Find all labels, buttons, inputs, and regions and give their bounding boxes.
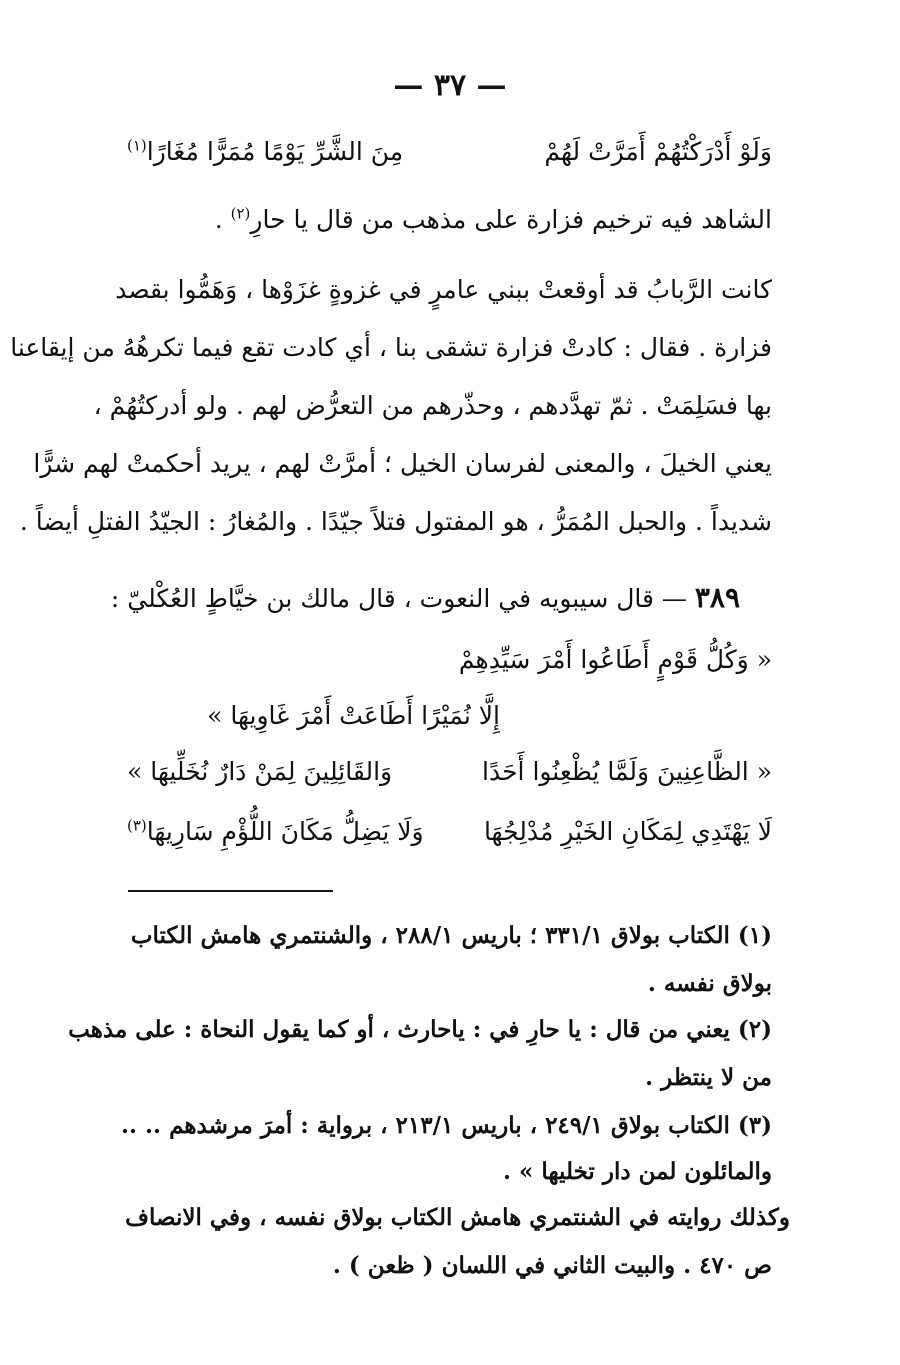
verse-4	[127, 812, 772, 852]
paragraph-shahid-end: .	[214, 205, 231, 234]
verse-4-hemistich-2	[127, 812, 424, 852]
paragraph-shahid	[127, 200, 772, 240]
paragraph-line: بها فسَلِمَتْ . ثمّ تهدَّدهم ، وحذّرهم من التعرُّض لهم . ولو أدركتُهُمْ ،	[93, 391, 772, 420]
paragraph-line: يعني الخيلَ ، والمعنى لفرسان الخيل ؛ أمرَّتْ لهم ، يريد أحكمتْ لهم شرًّا	[33, 449, 772, 478]
paragraph-line: شديداً . والحبل المُمَرُّ ، هو المفتول فتلاً جيّدًا . والمُغارُ : الجيّدُ الفتلِ أيضاً .	[19, 507, 772, 536]
footnote-line: ص ٤٧٠ . والبيت الثاني في اللسان ( ظعن ) .	[332, 1252, 772, 1279]
footnote-line: والمائلون لمن دار تخليها » .	[503, 1158, 772, 1185]
paragraph-shahid-text: الشاهد فيه ترخيم فزارة على مذهب من قال يا حارِ	[250, 205, 772, 234]
footnote-ref-1: (١)	[127, 136, 147, 155]
verse-1-hemistich-2-text: مِنَ الشَّرِّ يَوْمًا مُمَرًّا مُغَارًا	[146, 137, 404, 166]
footnote-separator	[128, 890, 333, 892]
footnote-ref-3: (٣)	[127, 816, 147, 835]
verse-3-hemistich-2: وَالقَائِلِينَ لِمَنْ دَارٌ نُخَلِّيهَا »	[127, 757, 393, 786]
section-number: ٣٨٩	[694, 581, 740, 614]
section-heading-text: — قال سيبويه في النعوت ، قال مالك بن خيَّاطٍ العُكْليّ :	[110, 584, 687, 613]
verse-1	[127, 132, 772, 172]
footnote-line: من لا ينتظر .	[645, 1064, 772, 1091]
verse-2-line-1: « وَكُلُّ قَوْمٍ أَطَاعُوا أَمْرَ سَيِّدِهِمْ	[458, 645, 772, 674]
paragraph-line: كانت الرَّبابُ قد أوقعتْ ببني عامرٍ في غزوةٍ غزَوْها ، وَهَمُّوا بقصد	[115, 275, 772, 304]
footnote-line: وكذلك روايته في الشنتمري هامش الكتاب بولاق نفسه ، وفي الانصاف	[125, 1204, 790, 1231]
footnote-line: (١) الكتاب بولاق ٣٣١/١ ؛ باريس ٢٨٨/١ ، والشنتمري هامش الكتاب	[130, 922, 772, 949]
footnote-line: (٢) يعني من قال : يا حارِ في : ياحارث ، أو كما يقول النحاة : على مذهب	[68, 1016, 772, 1043]
footnote-line: (٣) الكتاب بولاق ٢٤٩/١ ، باريس ٢١٣/١ ، برواية : أمرَ مرشدهم .. ..	[121, 1112, 772, 1139]
verse-3	[127, 752, 772, 792]
verse-3-hemistich-1: « الظَّاعِنِينَ وَلَمَّا يُظْعِنُوا أَحَدًا	[482, 757, 772, 786]
verse-1-hemistich-2	[127, 132, 403, 172]
page-number: — ٣٧ —	[393, 68, 507, 103]
verse-1-hemistich-1: وَلَوْ أَدْرَكْتُهُمْ أَمَرَّتْ لَهُمْ	[544, 137, 772, 166]
section-heading	[110, 578, 740, 619]
verse-4-hemistich-1: لَا يَهْتَدِي لِمَكَانِ الخَيْرِ مُدْلِجُهَا	[483, 817, 772, 846]
footnote-line: بولاق نفسه .	[647, 970, 772, 997]
footnote-ref-2: (٢)	[230, 204, 251, 223]
verse-2-line-2: إِلَّا نُمَيْرًا أَطَاعَتْ أَمْرَ غَاوِيهَا »	[207, 701, 500, 730]
verse-4-hemistich-2-text: وَلَا يَضِلُّ مَكَانَ اللُّؤْمِ سَارِيهَا	[146, 817, 424, 846]
paragraph-line: فزارة . فقال : كادتْ فزارة تشقى بنا ، أي كادت تقع فيما تكرهُهُ من إيقاعنا	[10, 333, 772, 362]
